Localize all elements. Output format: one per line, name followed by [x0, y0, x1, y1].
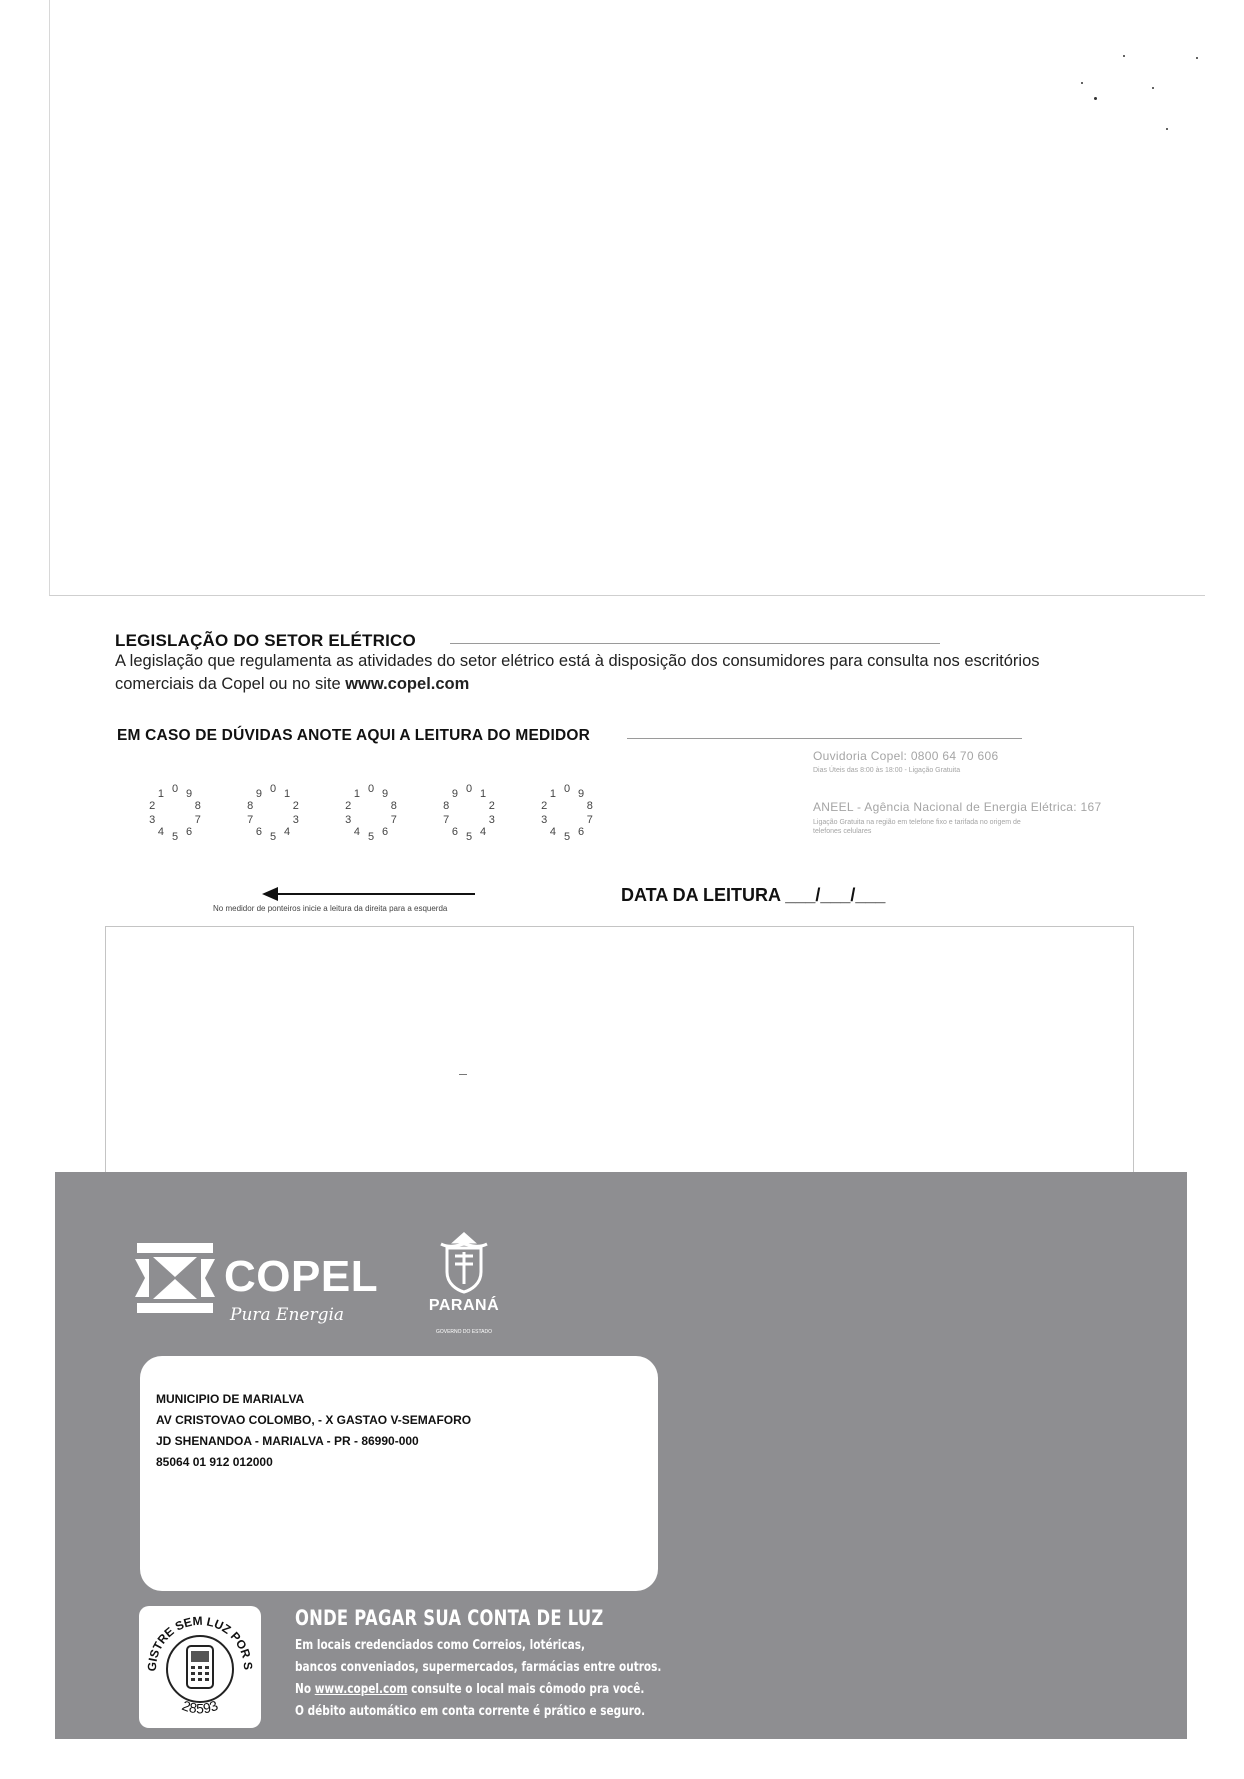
dial-digit: 7 [586, 814, 593, 827]
dial-digit: 8 [390, 799, 397, 812]
scan-speck [1094, 97, 1097, 100]
dial-digit: 3 [292, 814, 299, 827]
dial-digit: 4 [353, 826, 360, 839]
dial-digit: 1 [549, 787, 556, 800]
dial-digit: 8 [247, 799, 254, 812]
parana-name: PARANÁ [428, 1297, 500, 1314]
dial-digit: 9 [186, 787, 193, 800]
dial-digit: 6 [578, 826, 585, 839]
dial-digit: 1 [157, 787, 164, 800]
dial-digit: 0 [171, 783, 179, 795]
meter-dial [436, 780, 502, 846]
meter-dial [240, 780, 306, 846]
payment-line-3-post: consulte o local mais cômodo pra você. [407, 1681, 645, 1697]
ouvidoria-hours: Dias Úteis das 8:00 às 18:00 - Ligação Gratuita [813, 767, 961, 774]
copel-slogan: Pura Energia [230, 1305, 345, 1325]
sms-number: 28593 [179, 1697, 221, 1717]
dial-digit: 4 [480, 826, 487, 839]
scan-speck [1196, 57, 1198, 59]
dial-digit: 3 [541, 814, 548, 827]
dial-digit: 9 [451, 787, 458, 800]
dial-digit: 4 [549, 826, 556, 839]
dial-digit: 9 [255, 787, 262, 800]
sms-seal-icon [139, 1606, 261, 1728]
dial-digit: 2 [149, 799, 156, 812]
address-window [140, 1356, 658, 1591]
address-line-4: 85064 01 912 012000 [156, 1455, 273, 1469]
scan-speck [1123, 55, 1125, 57]
leitura-rule [627, 738, 1022, 739]
aneel-note-2: telefones celulares [813, 828, 872, 835]
dial-digit: 3 [345, 814, 352, 827]
address-line-3: JD SHENANDOA - MARIALVA - PR - 86990-000 [156, 1434, 419, 1448]
dial-digit: 5 [269, 831, 277, 843]
dial-digit: 2 [345, 799, 352, 812]
legislacao-rule [450, 643, 940, 644]
dial-digit: 6 [451, 826, 458, 839]
dial-digit: 0 [367, 783, 375, 795]
legislacao-title: LEGISLAÇÃO DO SETOR ELÉTRICO [115, 631, 416, 650]
payment-line-1: Em locais credenciados como Correios, lotéricas, [295, 1637, 586, 1653]
dial-digit: 5 [465, 831, 473, 843]
dial-digit: 1 [480, 787, 487, 800]
dial-digit: 0 [465, 783, 473, 795]
dial-digit: 1 [353, 787, 360, 800]
dial-digit: 9 [578, 787, 585, 800]
dial-digit: 1 [284, 787, 291, 800]
parana-crest-icon [425, 1228, 503, 1296]
parana-subtitle: GOVERNO DO ESTADO [435, 1329, 493, 1335]
dial-digit: 5 [171, 831, 179, 843]
address-line-2: AV CRISTOVAO COLOMBO, - X GASTAO V-SEMAFORO [156, 1413, 472, 1427]
dial-digit: 7 [247, 814, 254, 827]
dial-digit: 2 [292, 799, 299, 812]
payment-line-2: bancos conveniados, supermercados, farmácias entre outros. [295, 1659, 662, 1675]
dial-digit: 4 [157, 826, 164, 839]
payment-line-3 [295, 1681, 644, 1697]
dial-digit: 2 [488, 799, 495, 812]
payment-title: ONDE PAGAR SUA CONTA DE LUZ [295, 1606, 604, 1630]
arrow-shaft [275, 893, 475, 895]
phone-icon [187, 1646, 213, 1688]
dial-digit: 0 [563, 783, 571, 795]
dial-digit: 6 [186, 826, 193, 839]
meter-dial [338, 780, 404, 846]
reading-date-label: DATA DA LEITURA ___/___/___ [621, 885, 886, 905]
dial-digit: 7 [194, 814, 201, 827]
payment-line-3-pre: No [295, 1681, 315, 1697]
svg-text:28593 [180, 1697, 220, 1716]
dial-digit: 5 [563, 831, 571, 843]
ouvidoria-contact: Ouvidoria Copel: 0800 64 70 606 [813, 749, 999, 763]
dial-digit: 6 [255, 826, 262, 839]
legislacao-site-link[interactable]: www.copel.com [345, 675, 470, 693]
scan-speck [1152, 87, 1154, 89]
notes-box [105, 926, 1134, 1177]
aneel-contact: ANEEL - Agência Nacional de Energia Elétrica: 167 [813, 800, 1102, 814]
copel-logo-icon [135, 1243, 215, 1313]
dial-digit: 3 [149, 814, 156, 827]
scan-speck [1081, 82, 1083, 84]
dial-digit: 8 [443, 799, 450, 812]
aneel-note-1: Ligação Gratuita na região em telefone fixo e tarifada no origem de [813, 819, 1021, 826]
dial-digit: 8 [194, 799, 201, 812]
dial-digit: 2 [541, 799, 548, 812]
leitura-title: EM CASO DE DÚVIDAS ANOTE AQUI A LEITURA DO MEDIDOR [117, 727, 591, 744]
address-line-1: MUNICIPIO DE MARIALVA [156, 1392, 305, 1406]
meter-dial [142, 780, 208, 846]
dial-digit: 8 [586, 799, 593, 812]
payment-line-4: O débito automático em conta corrente é prático e seguro. [295, 1703, 646, 1719]
scan-speck [1166, 128, 1168, 130]
legislacao-text [115, 650, 1095, 696]
sms-badge [139, 1606, 261, 1728]
dial-digit: 7 [443, 814, 450, 827]
dial-digit: 5 [367, 831, 375, 843]
dial-digit: 7 [390, 814, 397, 827]
reading-instruction: No medidor de ponteiros inicie a leitura da direita para a esquerda [213, 904, 448, 913]
dial-digit: 0 [269, 783, 277, 795]
notes-mark [459, 1074, 467, 1075]
copel-brand: COPEL [224, 1252, 379, 1301]
sms-arc-text: GISTRE SEM LUZ POR S [144, 1613, 256, 1672]
dial-digit: 3 [488, 814, 495, 827]
dial-digit: 6 [382, 826, 389, 839]
dial-digit: 4 [284, 826, 291, 839]
meter-dial [534, 780, 600, 846]
payment-site-link[interactable]: www.copel.com [314, 1681, 408, 1697]
legislacao-body: A legislação que regulamenta as atividades do setor elétrico está à disposição dos consumidores para consulta nos escritórios comerciais da Copel ou no site [115, 652, 1040, 693]
top-blank-area [49, 0, 1205, 596]
dial-digit: 9 [382, 787, 389, 800]
